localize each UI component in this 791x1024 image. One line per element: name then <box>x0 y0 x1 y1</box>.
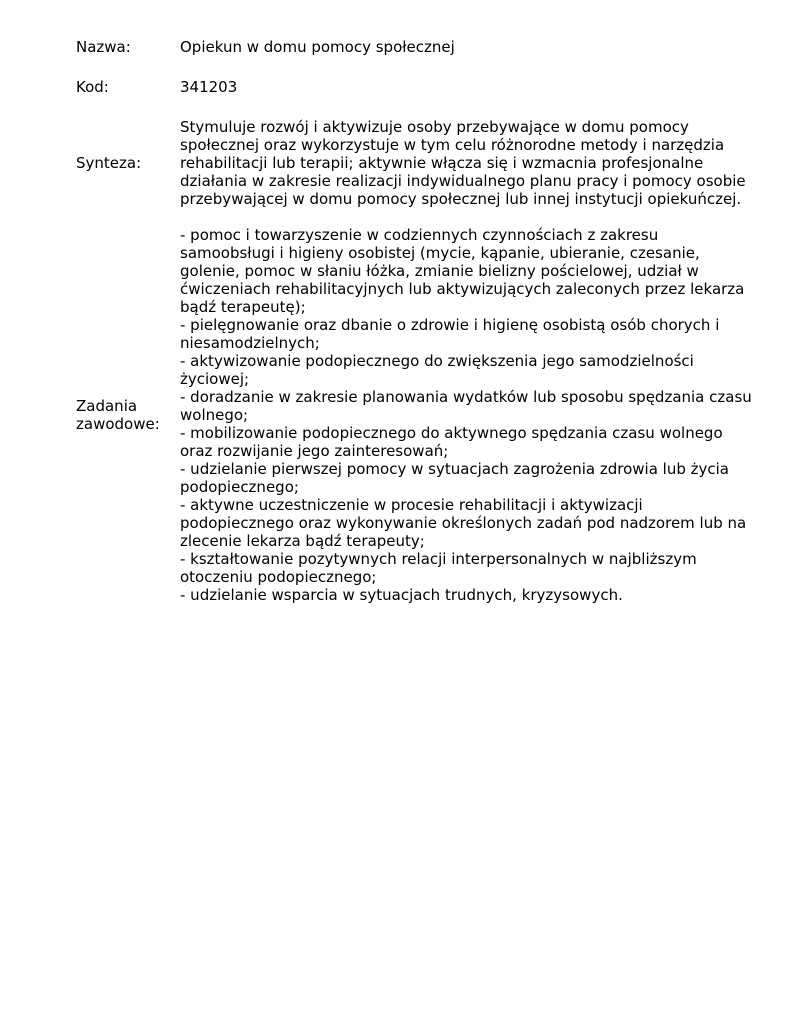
task-item: - aktywizowanie podopiecznego do zwiększenia jego samodzielności życiowej; <box>180 352 694 388</box>
code-row <box>76 78 756 96</box>
tasks-label-line1: Zadania <box>76 397 138 415</box>
occupation-record <box>76 38 756 604</box>
tasks-row <box>76 226 756 604</box>
task-item: - doradzanie w zakresie planowania wydatków lub sposobu spędzania czasu wolnego; <box>180 388 752 424</box>
synthesis-label: Synteza: <box>76 154 142 172</box>
task-item: - mobilizowanie podopiecznego do aktywnego spędzania czasu wolnego oraz rozwijanie jego zainteresowań; <box>180 424 723 460</box>
task-item: - pielęgnowanie oraz dbanie o zdrowie i higienę osobistą osób chorych i niesamodzielnych; <box>180 316 720 352</box>
task-item: - pomoc i towarzyszenie w codziennych czynnościach z zakresu samoobsługi i higieny osobistej (mycie, kąpanie, ubieranie, czesanie, golenie, pomoc w słaniu łóżka, zmianie bielizny pościelowej, udział w ćwiczeniach rehabilitacyjnych lub aktywizujących zaleconych przez lekarza bądź terapeutę); <box>180 226 745 316</box>
task-item: - udzielanie pierwszej pomocy w sytuacjach zagrożenia zdrowia lub życia podopiecznego; <box>180 460 729 496</box>
tasks-value <box>180 226 756 604</box>
name-row <box>76 38 756 56</box>
name-label: Nazwa: <box>76 38 131 56</box>
task-item: - aktywne uczestniczenie w procesie rehabilitacji i aktywizacji podopiecznego oraz wykonywanie określonych zadań pod nadzorem lub na zlecenie lekarza bądź terapeuty; <box>180 496 747 550</box>
code-value: 341203 <box>180 78 238 96</box>
tasks-label <box>76 397 180 433</box>
name-value: Opiekun w domu pomocy społecznej <box>180 38 455 56</box>
task-item: - kształtowanie pozytywnych relacji interpersonalnych w najbliższym otoczeniu podopiecznego; <box>180 550 697 586</box>
task-item: - udzielanie wsparcia w sytuacjach trudnych, kryzysowych. <box>180 586 623 604</box>
synthesis-value: Stymuluje rozwój i aktywizuje osoby przebywające w domu pomocy społecznej oraz wykorzystuje w tym celu różnorodne metody i narzędzia rehabilitacji lub terapii; aktywnie włącza się i wzmacnia profesjonalne działania w zakresie realizacji indywidualnego planu pracy i pomocy osobie przebywającej w domu pomocy społecznej lub innej instytucji opiekuńczej. <box>180 118 746 208</box>
code-label: Kod: <box>76 78 109 96</box>
tasks-label-line2: zawodowe: <box>76 415 160 433</box>
synthesis-row <box>76 118 756 208</box>
task-list <box>180 226 756 604</box>
